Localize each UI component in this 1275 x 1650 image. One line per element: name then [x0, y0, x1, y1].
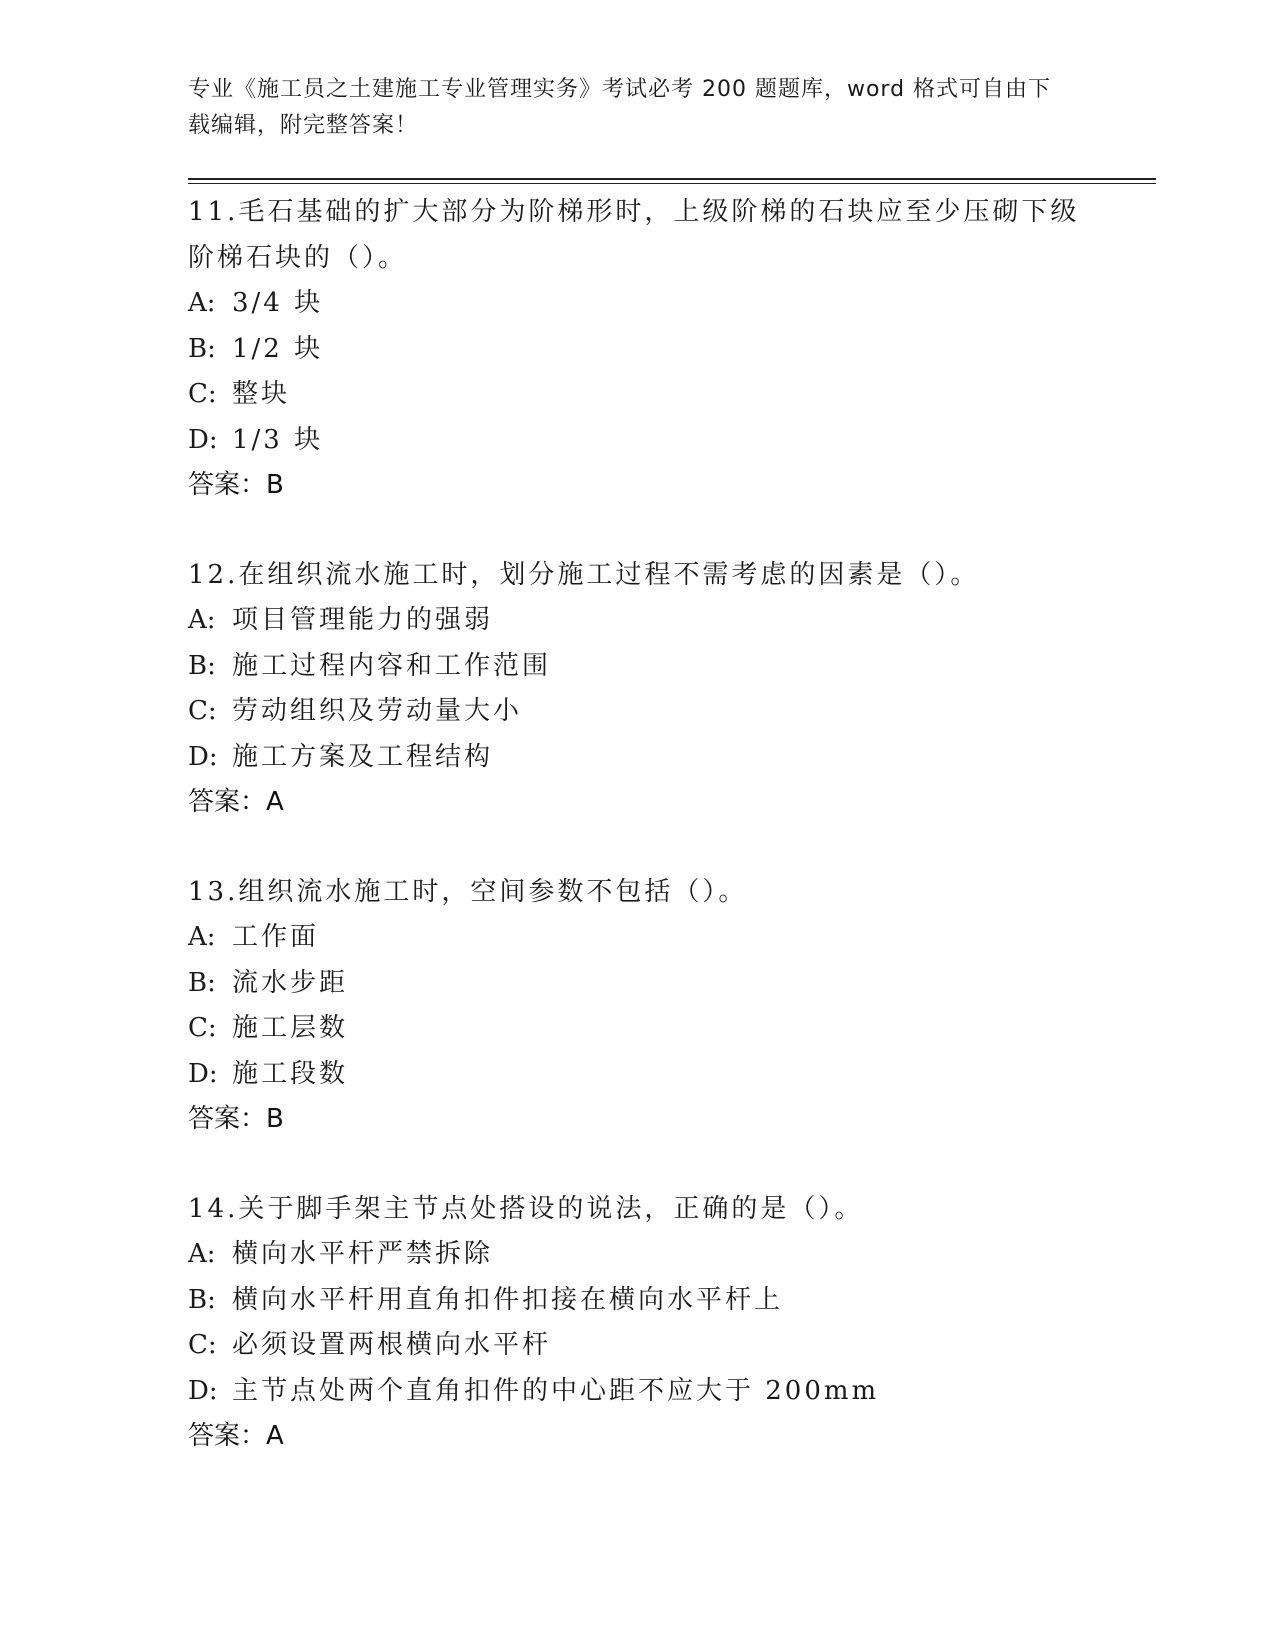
option-text: 3/4 块: [232, 288, 324, 318]
option-label: C:: [188, 379, 217, 409]
option-text: 施工层数: [232, 1013, 349, 1043]
option-text: 必须设置两根横向水平杆: [232, 1330, 552, 1360]
option-row: [188, 281, 1088, 327]
option-row: [188, 1278, 1088, 1324]
option-text: 工作面: [232, 922, 320, 952]
option-row: [188, 1006, 1088, 1052]
question-block: [188, 553, 1088, 826]
question-text: 12.在组织流水施工时，划分施工过程不需考虑的因素是（）。: [188, 559, 980, 590]
option-row: [188, 644, 1088, 690]
option-text: 主节点处两个直角扣件的中心距不应大于 200mm: [232, 1375, 880, 1406]
question-text: 14.关于脚手架主节点处搭设的说法，正确的是（）。: [188, 1193, 864, 1224]
option-text: 施工段数: [232, 1058, 349, 1089]
option-text: 整块: [232, 379, 291, 409]
option-label: D:: [188, 1375, 218, 1406]
option-label: B:: [188, 650, 216, 681]
option-label: B:: [188, 1284, 216, 1315]
option-text: 横向水平杆用直角扣件扣接在横向水平杆上: [232, 1284, 784, 1315]
question-block: [188, 190, 1088, 509]
option-label: D:: [188, 741, 218, 772]
option-text: 1/3 块: [232, 424, 324, 455]
option-label: C:: [188, 1013, 217, 1043]
option-label: C:: [188, 696, 217, 726]
option-row: [188, 1052, 1088, 1098]
option-text: 施工过程内容和工作范围: [232, 650, 552, 681]
question-block: [188, 870, 1088, 1143]
option-label: A:: [188, 288, 216, 318]
option-row: [188, 1369, 1088, 1415]
option-label: A:: [188, 922, 216, 952]
option-row: [188, 1232, 1088, 1278]
option-text: 项目管理能力的强弱: [232, 605, 494, 635]
option-row: [188, 961, 1088, 1007]
answer-line: 答案：B: [188, 1104, 284, 1134]
option-row: [188, 915, 1088, 961]
option-label: B:: [188, 967, 216, 998]
option-row: [188, 689, 1088, 735]
question-list: [188, 190, 1088, 1504]
option-text: 1/2 块: [232, 333, 324, 364]
document-header: 专业《施工员之土建施工专业管理实务》考试必考 200 题题库，word 格式可自由下载编辑，附完整答案！: [188, 77, 1052, 138]
option-label: D:: [188, 1058, 218, 1089]
answer-line: 答案：A: [188, 1421, 284, 1451]
option-label: A:: [188, 1239, 216, 1269]
option-row: [188, 598, 1088, 644]
answer-line: 答案：A: [188, 787, 284, 817]
option-text: 流水步距: [232, 967, 349, 998]
option-row: [188, 327, 1088, 373]
option-row: [188, 372, 1088, 418]
question-text: 11.毛石基础的扩大部分为阶梯形时，上级阶梯的石块应至少压砌下级阶梯石块的（）。: [188, 197, 1080, 273]
option-row: [188, 735, 1088, 781]
option-label: D:: [188, 424, 218, 455]
header-divider-thin: [188, 183, 1156, 184]
option-label: A:: [188, 605, 216, 635]
option-label: B:: [188, 333, 216, 364]
option-text: 施工方案及工程结构: [232, 741, 494, 772]
option-row: [188, 1323, 1088, 1369]
option-row: [188, 418, 1088, 464]
option-text: 横向水平杆严禁拆除: [232, 1239, 494, 1269]
answer-line: 答案：B: [188, 470, 284, 500]
option-text: 劳动组织及劳动量大小: [232, 696, 523, 726]
option-label: C:: [188, 1330, 217, 1360]
header-divider-thick: [188, 178, 1156, 180]
question-block: [188, 1187, 1088, 1460]
question-text: 13.组织流水施工时，空间参数不包括（）。: [188, 876, 748, 907]
